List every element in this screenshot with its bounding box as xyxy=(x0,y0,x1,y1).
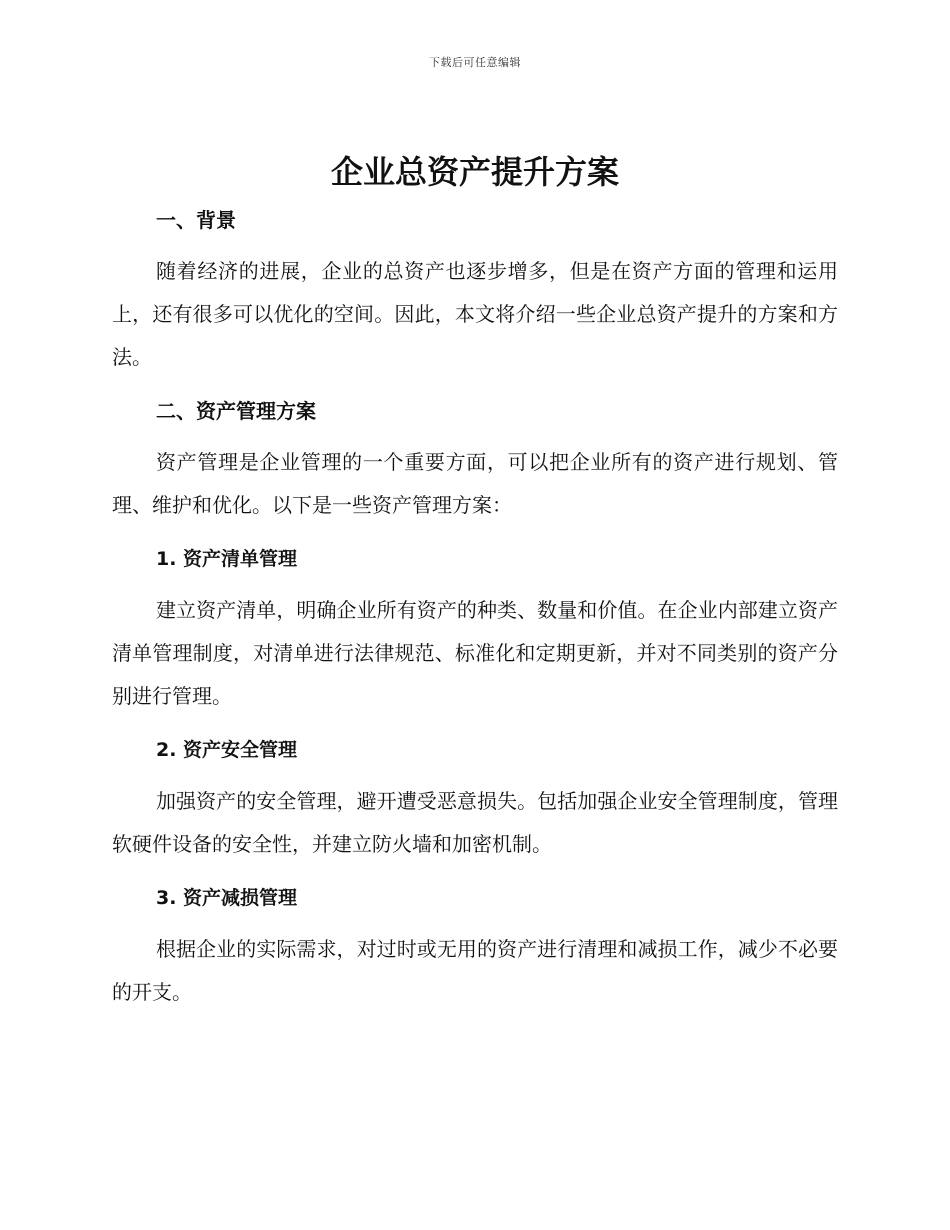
paragraph-asset-management: 资产管理是企业管理的一个重要方面，可以把企业所有的资产进行规划、管理、维护和优化。以下是一些资产管理方案： xyxy=(112,450,838,517)
header-note: 下载后可任意编辑 xyxy=(429,56,521,69)
paragraph-asset-inventory: 建立资产清单，明确企业所有资产的种类、数量和价值。在企业内部建立资产清单管理制度，对清单进行法律规范、标准化和定期更新，并对不同类别的资产分别进行管理。 xyxy=(112,598,838,708)
document-title: 企业总资产提升方案 xyxy=(330,153,619,191)
subsection-heading-asset-impairment: 3. 资产减损管理 xyxy=(156,887,298,909)
section-heading-background: 一、背景 xyxy=(156,208,236,232)
paragraph-asset-impairment: 根据企业的实际需求，对过时或无用的资产进行清理和减损工作，减少不必要的开支。 xyxy=(112,937,838,1004)
paragraph-asset-security: 加强资产的安全管理，避开遭受恶意损失。包括加强企业安全管理制度，管理软硬件设备的安全性，并建立防火墙和加密机制。 xyxy=(112,789,838,856)
paragraph-background: 随着经济的进展，企业的总资产也逐步增多，但是在资产方面的管理和运用上，还有很多可以优化的空间。因此，本文将介绍一些企业总资产提升的方案和方法。 xyxy=(112,259,838,369)
subsection-heading-asset-inventory: 1. 资产清单管理 xyxy=(156,548,298,570)
section-heading-asset-management: 二、资产管理方案 xyxy=(156,399,316,423)
subsection-heading-asset-security: 2. 资产安全管理 xyxy=(156,739,298,761)
document-body xyxy=(112,200,838,1014)
